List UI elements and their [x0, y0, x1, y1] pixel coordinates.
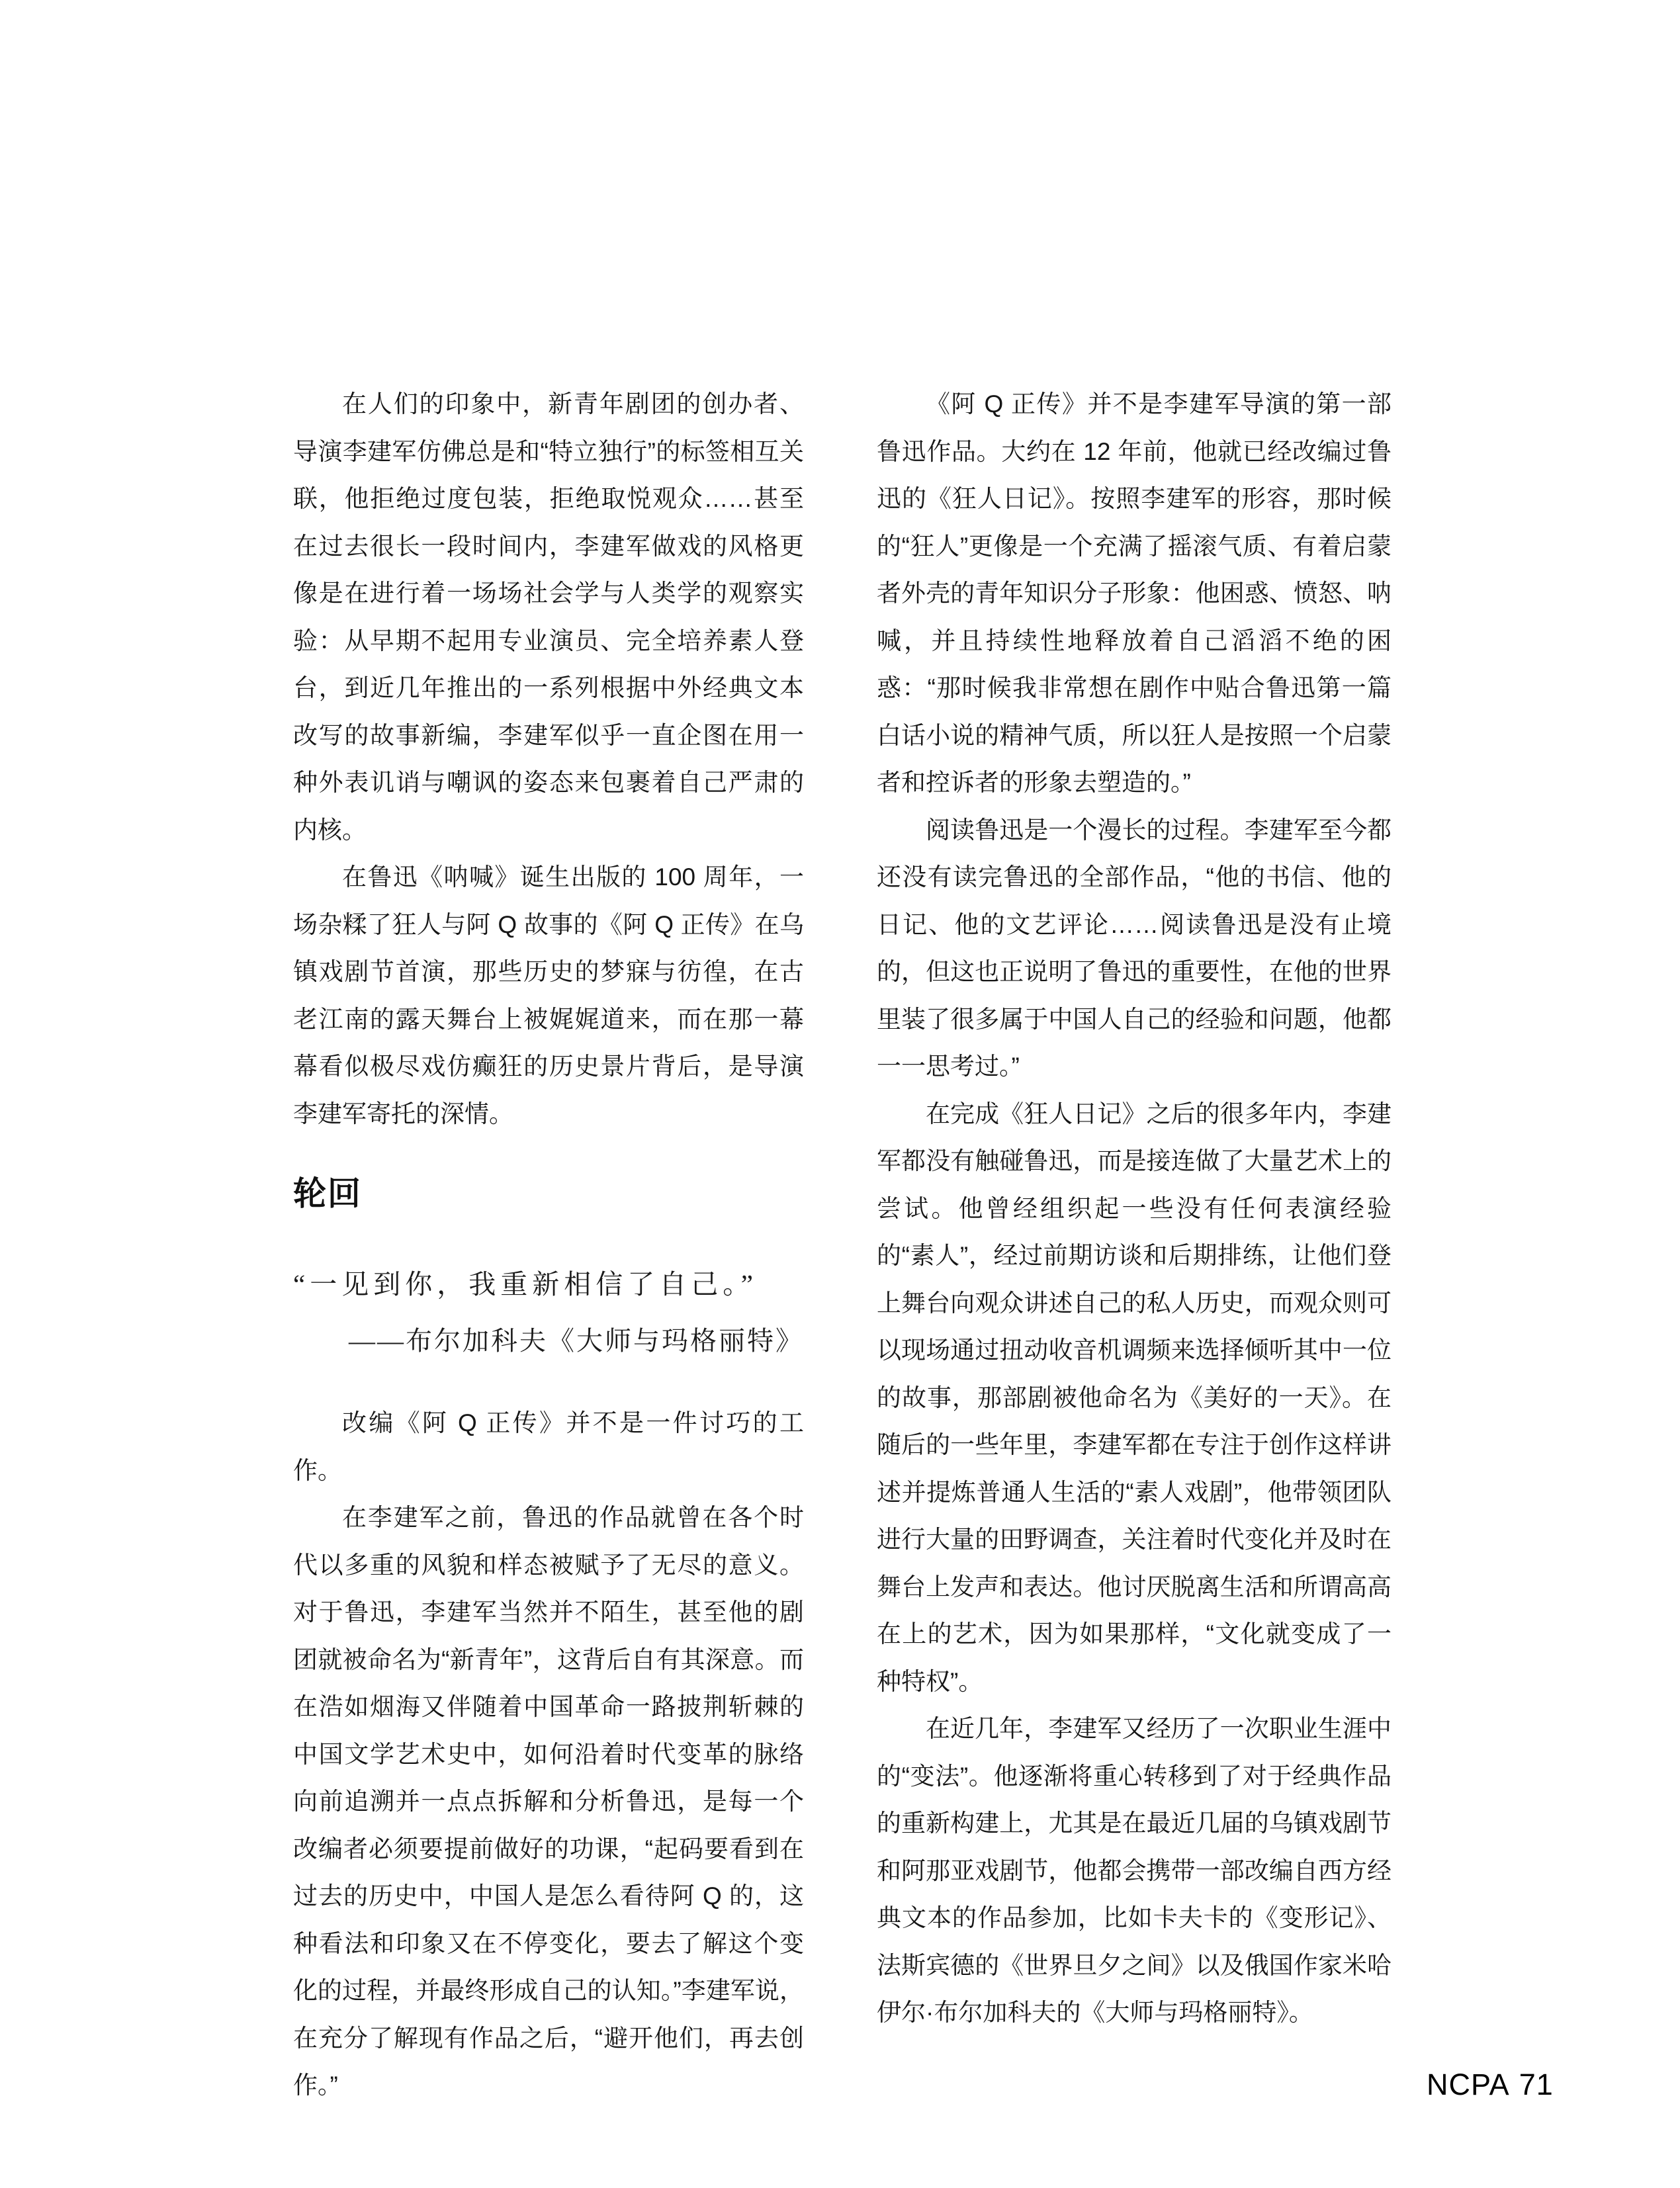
paragraph-nahan-centennial: 在鲁迅《呐喊》诞生出版的 100 周年，一场杂糅了狂人与阿 Q 故事的《阿 Q 正传》在乌镇戏剧节首演，那些历史的梦寐与彷徨，在古老江南的露天舞台上被娓娓道来，而在那一幕幕看似极尽戏仿癫狂的历史景片背后，是导演李建军寄托的深情。 — [293, 863, 804, 1127]
paragraph-intro: 在人们的印象中，新青年剧团的创办者、导演李建军仿佛总是和“特立独行”的标签相互关联，他拒绝过度包装，拒绝取悦观众……甚至在过去很长一段时间内，李建军做戏的风格更像是在进行着一场场社会学与人类学的观察实验：从早期不起用专业演员、完全培养素人登台，到近几年推出的一系列根据中外经典文本改写的故事新编，李建军似乎一直企图在用一种外表讥诮与嘲讽的姿态来包裹着自己严肃的内核。 — [293, 390, 804, 844]
epigraph-attribution: ——布尔加科夫《大师与玛格丽特》 — [349, 1326, 804, 1356]
paragraph-reading-luxun: 阅读鲁迅是一个漫长的过程。李建军至今都还没有读完鲁迅的全部作品，“他的书信、他的日记、他的文艺评论……阅读鲁迅是没有止境的，但这也正说明了鲁迅的重要性，在他的世界里装了很多属于中国人自己的经验和问题，他都一一思考过。” — [877, 816, 1392, 1080]
paragraph-amateur-theatre: 在完成《狂人日记》之后的很多年内，李建军都没有触碰鲁迅，而是接连做了大量艺术上的尝试。他曾经组织起一些没有任何表演经验的“素人”，经过前期访谈和后期排练，让他们登上舞台向观众讲述自己的私人历史，而观众则可以现场通过扭动收音机调频来选择倾听其中一位的故事，那部剧被他命名为《美好的一天》。在随后的一些年里，李建军都在专注于创作这样讲述并提炼普通人生活的“素人戏剧”，他带领团队进行大量的田野调查，关注着时代变化并及时在舞台上发声和表达。他讨厌脱离生活和所谓高高在上的艺术，因为如果那样，“文化就变成了一种特权”。 — [877, 1100, 1392, 1695]
journal-label: NCPA — [1427, 2068, 1510, 2101]
page-footer — [1427, 2068, 1554, 2101]
left-column — [293, 380, 804, 2109]
page-number: 71 — [1519, 2068, 1554, 2101]
paragraph-first-luxun-work: 《阿 Q 正传》并不是李建军导演的第一部鲁迅作品。大约在 12 年前，他就已经改编过鲁迅的《狂人日记》。按照李建军的形容，那时候的“狂人”更像是一个充满了摇滚气质、有着启蒙者外壳的青年知识分子形象：他困惑、愤怒、呐喊，并且持续性地释放着自己滔滔不绝的困惑：“那时候我非常想在剧作中贴合鲁迅第一篇白话小说的精神气质，所以狂人是按照一个启蒙者和控诉者的形象去塑造的。” — [877, 390, 1392, 796]
paragraph-luxun-history: 在李建军之前，鲁迅的作品就曾在各个时代以多重的风貌和样态被赋予了无尽的意义。对于鲁迅，李建军当然并不陌生，甚至他的剧团就被命名为“新青年”，这背后自有其深意。而在浩如烟海又伴随着中国革命一路披荆斩棘的中国文学艺术史中，如何沿着时代变革的脉络向前追溯并一点点拆解和分析鲁迅，是每一个改编者必须要提前做好的功课，“起码要看到在过去的历史中，中国人是怎么看待阿 Q 的，这种看法和印象又在不停变化，要去了解这个变化的过程，并最终形成自己的认知。”李建军说，在充分了解现有作品之后，“避开他们，再去创作。” — [293, 1504, 804, 2099]
right-column — [877, 380, 1392, 2036]
epigraph-quote: “一见到你，我重新相信了自己。” — [293, 1269, 758, 1299]
section-heading: 轮回 — [293, 1175, 362, 1212]
paragraph-adaptation-lead: 改编《阿 Q 正传》并不是一件讨巧的工作。 — [293, 1409, 804, 1484]
paragraph-career-change: 在近几年，李建军又经历了一次职业生涯中的“变法”。他逐渐将重心转移到了对于经典作品的重新构建上，尤其是在最近几届的乌镇戏剧节和阿那亚戏剧节，他都会携带一部改编自西方经典文本的作品参加，比如卡夫卡的《变形记》、法斯宾德的《世界旦夕之间》以及俄国作家米哈伊尔·布尔加科夫的《大师与玛格丽特》。 — [877, 1715, 1392, 2026]
